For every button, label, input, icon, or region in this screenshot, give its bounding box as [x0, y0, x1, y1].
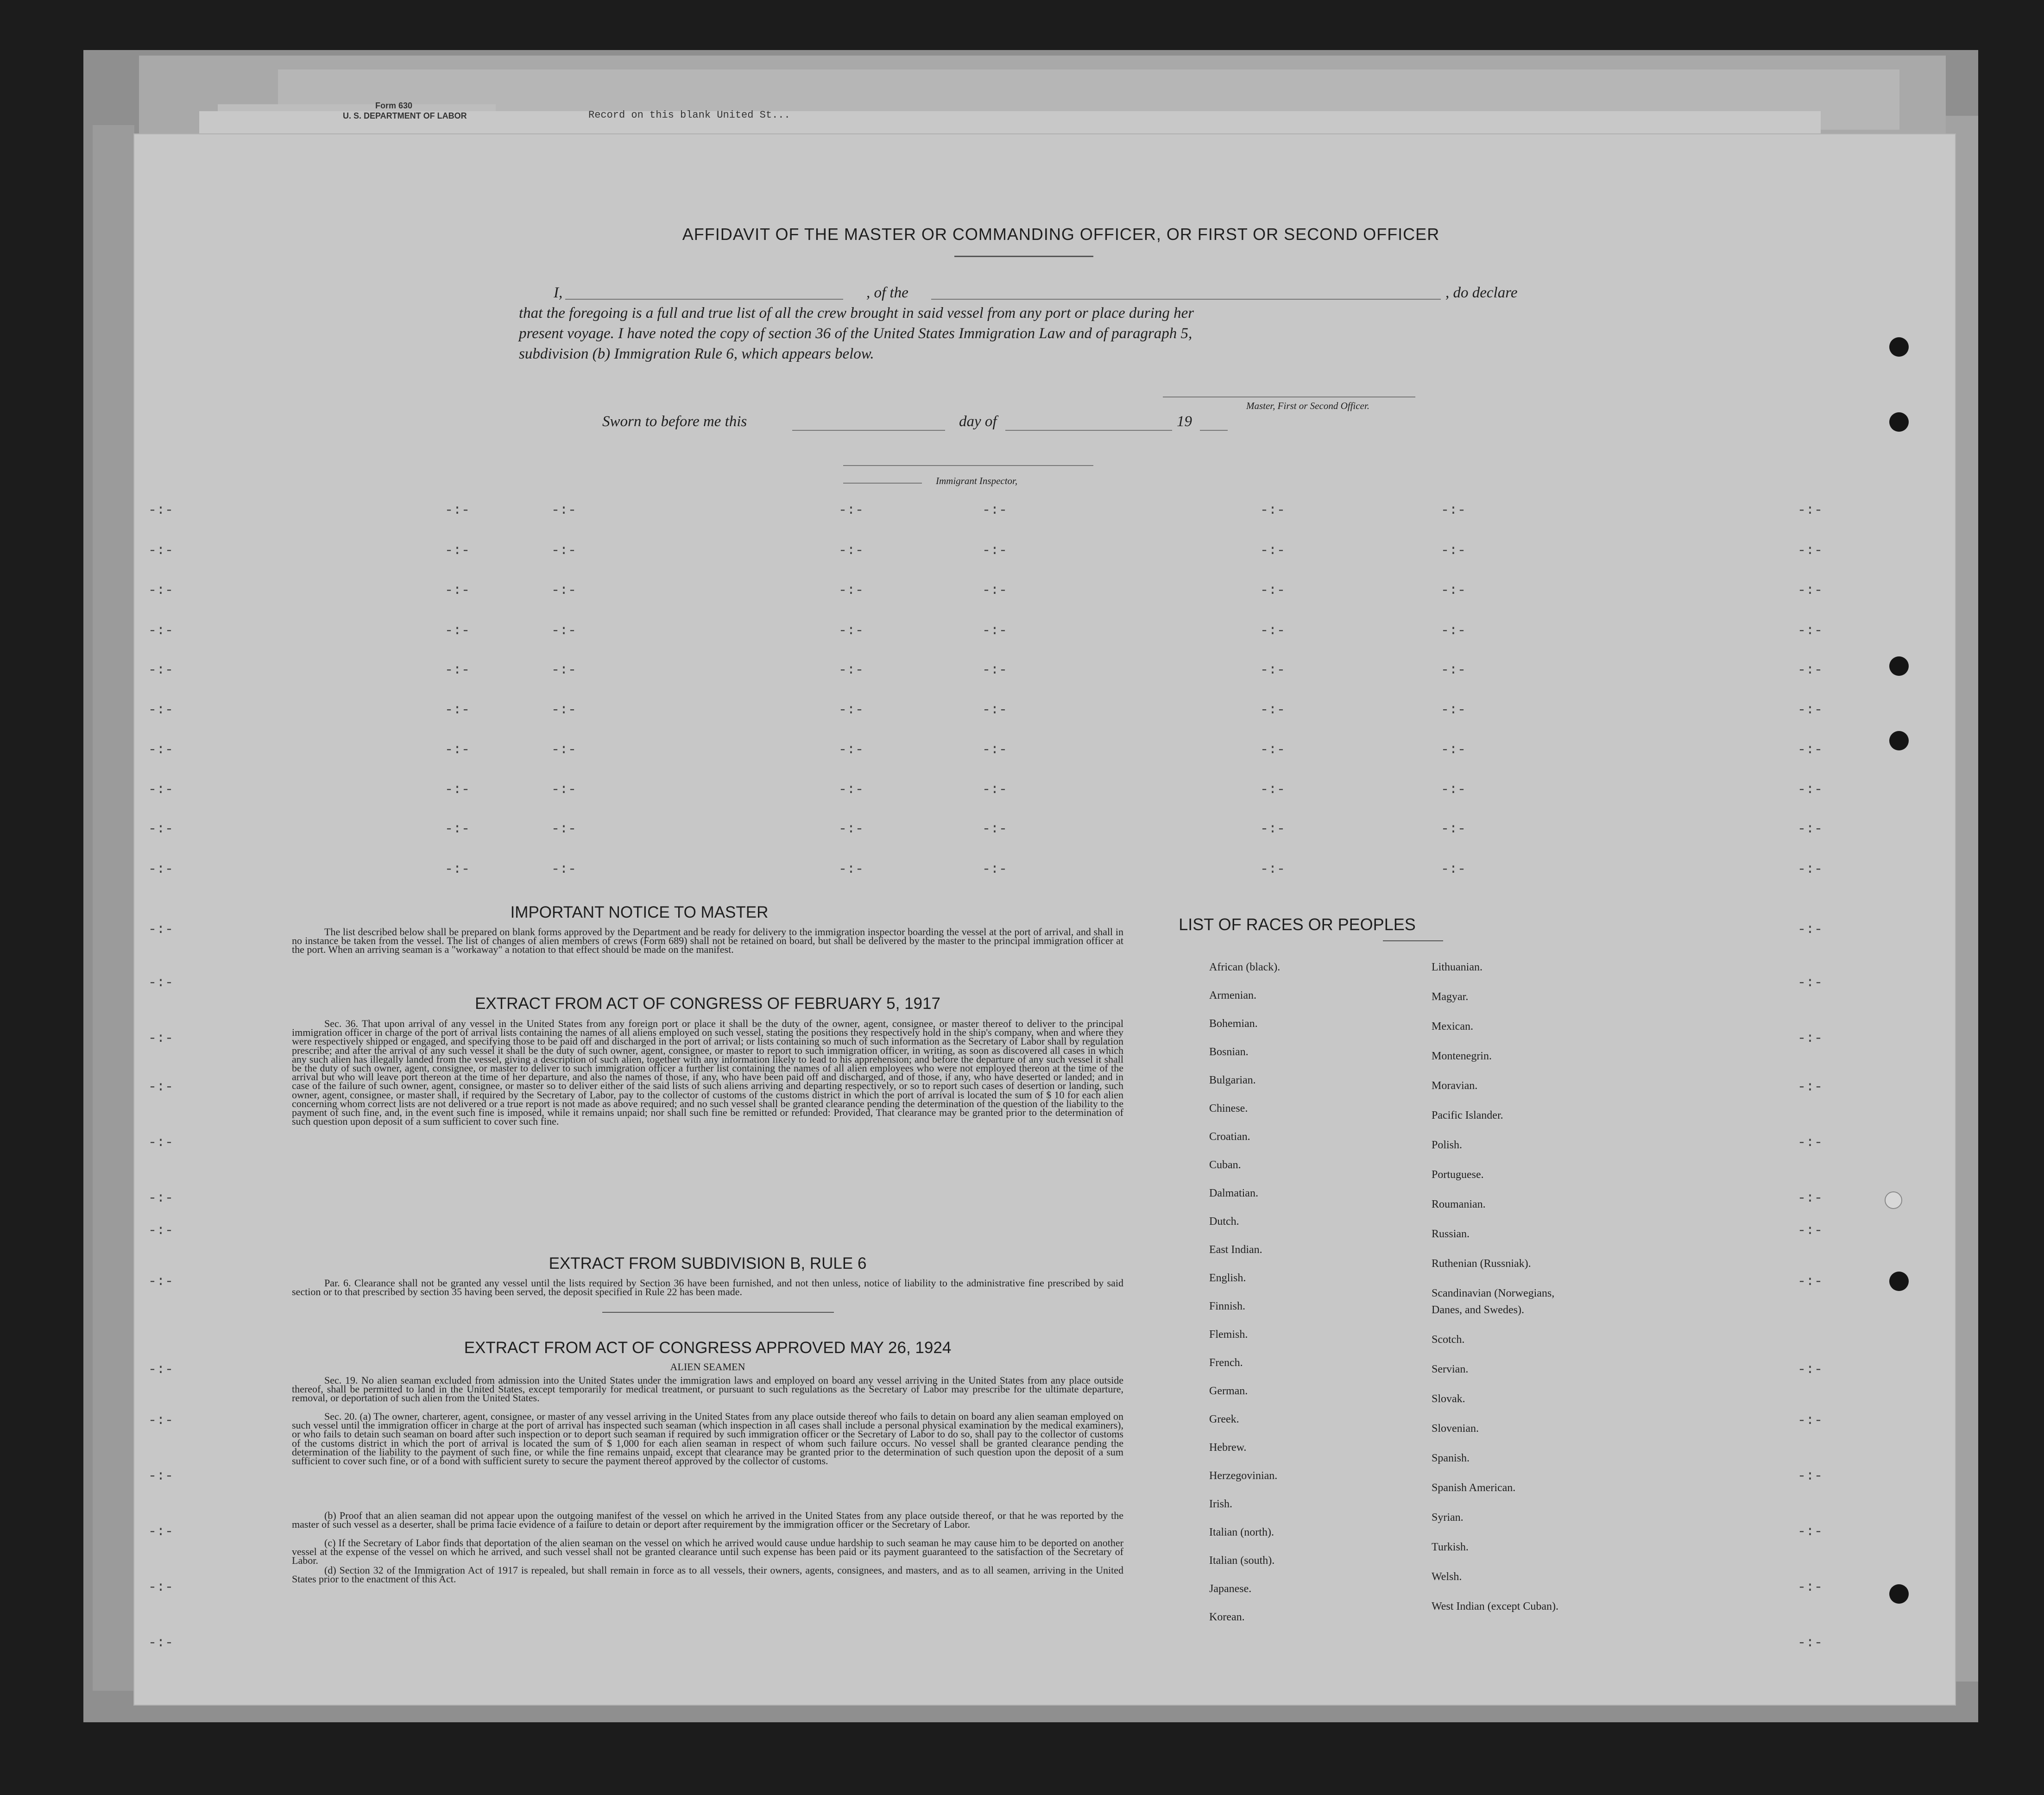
bleed-mark: -:- — [148, 1190, 174, 1206]
bleed-mark: -:- — [1441, 543, 1466, 559]
extract-rule6-title: EXTRACT FROM SUBDIVISION B, RULE 6 — [549, 1254, 867, 1272]
bleed-mark: -:- — [1798, 1135, 1823, 1151]
bleed-mark: -:- — [551, 862, 577, 877]
inspector-lead-line — [843, 483, 922, 484]
race-item: Danes, and Swedes). — [1432, 1304, 1524, 1316]
bleed-mark: -:- — [839, 583, 864, 598]
bleed-mark: -:- — [1441, 821, 1466, 837]
affidavit-line1-b: , of the — [866, 284, 908, 301]
bleed-mark: -:- — [1260, 543, 1286, 559]
bleed-mark: -:- — [982, 821, 1008, 837]
bleed-mark: -:- — [148, 1274, 174, 1290]
race-item: English. — [1209, 1272, 1246, 1284]
back-record-text: Record on this blank United St... — [588, 109, 790, 121]
affidavit-title-rule — [954, 256, 1093, 257]
bleed-mark: -:- — [148, 1468, 174, 1484]
bleed-mark: -:- — [1260, 742, 1286, 758]
bleed-mark: -:- — [148, 1635, 174, 1651]
bleed-mark: -:- — [1441, 662, 1466, 678]
race-item: East Indian. — [1209, 1244, 1262, 1256]
binder-hole — [1889, 412, 1909, 432]
bleed-mark: -:- — [445, 821, 470, 837]
affidavit-title: AFFIDAVIT OF THE MASTER OR COMMANDING OFFICER, OR FIRST OR SECOND OFFICER — [682, 225, 1440, 244]
document-sheet — [134, 134, 1955, 1705]
bleed-mark: -:- — [148, 623, 174, 639]
inspector-signature-line — [843, 465, 1093, 466]
name-blank-line — [565, 299, 843, 300]
bleed-mark: -:- — [148, 1223, 174, 1239]
extract-1924-p3: (b) Proof that an alien seaman did not appear upon the outgoing manifest of the vessel on which he arrived in the United States from any place outside thereof, or that he was reported by the master of such vessel as a deserter, shall be prima facie evidence of a failure to detain or deport after requirement by the immigration officer or the Secretary of Labor. — [292, 1510, 1123, 1530]
race-item: Spanish. — [1432, 1452, 1470, 1464]
bleed-mark: -:- — [148, 583, 174, 598]
extract-1924-p5: (d) Section 32 of the Immigration Act of 1917 is repealed, but shall remain in force as to all vessels, their owners, agents, consignees, and masters, and as to all seamen, arriving in the United States prior to the enactment of this Act. — [292, 1564, 1123, 1585]
bleed-mark: -:- — [551, 742, 577, 758]
bleed-mark: -:- — [1798, 583, 1823, 598]
bleed-mark: -:- — [1798, 662, 1823, 678]
bleed-mark: -:- — [148, 742, 174, 758]
bleed-mark: -:- — [1260, 623, 1286, 639]
sworn-text-b: day of — [959, 413, 997, 430]
race-item: Hebrew. — [1209, 1442, 1247, 1454]
bleed-mark: -:- — [1441, 782, 1466, 798]
race-item: Bulgarian. — [1209, 1074, 1256, 1086]
bleed-mark: -:- — [1798, 821, 1823, 837]
bleed-mark: -:- — [982, 503, 1008, 518]
bleed-mark: -:- — [1441, 503, 1466, 518]
sworn-text-a: Sworn to before me this — [602, 413, 747, 430]
bleed-mark: -:- — [1798, 1079, 1823, 1095]
race-item: Lithuanian. — [1432, 961, 1483, 973]
notice-title: IMPORTANT NOTICE TO MASTER — [510, 903, 769, 921]
bleed-mark: -:- — [445, 503, 470, 518]
race-item: Scandinavian (Norwegians, — [1432, 1287, 1555, 1299]
sworn-text-c: 19 — [1177, 413, 1192, 430]
race-item: Armenian. — [1209, 989, 1256, 1001]
race-item: Irish. — [1209, 1498, 1232, 1510]
race-item: Montenegrin. — [1432, 1050, 1492, 1062]
race-item: Mexican. — [1432, 1020, 1473, 1033]
bleed-mark: -:- — [1798, 1031, 1823, 1046]
bleed-mark: -:- — [148, 821, 174, 837]
bleed-mark: -:- — [445, 583, 470, 598]
bleed-mark: -:- — [551, 662, 577, 678]
bleed-mark: -:- — [1798, 623, 1823, 639]
race-item: Bohemian. — [1209, 1018, 1258, 1030]
bleed-mark: -:- — [148, 862, 174, 877]
race-item: Russian. — [1432, 1228, 1470, 1240]
bleed-mark: -:- — [1441, 623, 1466, 639]
race-item: Greek. — [1209, 1413, 1239, 1425]
bleed-mark: -:- — [148, 702, 174, 718]
extract-1924-title: EXTRACT FROM ACT OF CONGRESS APPROVED MAY 26, 1924 — [464, 1339, 952, 1357]
extract-1924-p1: Sec. 19. No alien seaman excluded from admission into the United States under the immigration laws and employed on board any vessel arriving in the United States from any place outside thereof, shall be permitted to land in the United States, except temporarily for medical treatment, or pursuant to such regulations as the Secretary of Labor may prescribe for the ultimate departure, removal, or deportation of such alien from the United States. — [292, 1374, 1123, 1404]
bleed-mark: -:- — [1798, 1468, 1823, 1484]
bleed-mark: -:- — [1260, 662, 1286, 678]
bleed-mark: -:- — [839, 782, 864, 798]
bleed-mark: -:- — [839, 662, 864, 678]
bleed-mark: -:- — [982, 742, 1008, 758]
extract-1924-subtitle: ALIEN SEAMEN — [670, 1361, 745, 1373]
bleed-mark: -:- — [148, 1079, 174, 1095]
bleed-mark: -:- — [1798, 1362, 1823, 1378]
binder-hole — [1885, 1191, 1902, 1209]
paper-stack-left-edge — [93, 125, 134, 1691]
race-item: Herzegovinian. — [1209, 1470, 1278, 1482]
bleed-mark: -:- — [839, 742, 864, 758]
race-item: Italian (south). — [1209, 1555, 1275, 1567]
race-item: Dalmatian. — [1209, 1187, 1258, 1199]
bleed-mark: -:- — [839, 821, 864, 837]
extract-1924-p4: (c) If the Secretary of Labor finds that deportation of the alien seaman on the vessel on which he arrived would cause undue hardship to such seaman he may cause him to be deported on another vessel at the expense of the vessel on which he arrived, and such vessel shall not be granted clearance until such expense has been paid or its payment guaranteed to the satisfaction of the Secretary of Labor. — [292, 1537, 1123, 1567]
extract-rule6-text: Par. 6. Clearance shall not be granted any vessel until the lists required by Section 36 have been furnished, and not then unless, notice of liability to the administrative fine prescribed by said section or to that prescribed by section 35 having been served, the deposit specified in Rule 22 has been made. — [292, 1277, 1123, 1298]
bleed-mark: -:- — [1798, 1190, 1823, 1206]
bleed-mark: -:- — [148, 922, 174, 938]
race-item: Welsh. — [1432, 1571, 1462, 1583]
race-item: Finnish. — [1209, 1300, 1246, 1312]
race-item: Chinese. — [1209, 1102, 1248, 1115]
notice-text: The list described below shall be prepared on blank forms approved by the Department and be ready for delivery to the immigration inspector boarding the vessel at the port of arrival, and shall in no instance be taken from the vessel. The list of changes of alien members of crews (Form 689) shall not be retained on board, but shall be delivered by the master to the principal immigration officer at the port. When an arriving seaman is a "workaway" a notation to that effect should be made on the manifest. — [292, 926, 1123, 956]
bleed-mark: -:- — [982, 662, 1008, 678]
race-item: Flemish. — [1209, 1329, 1248, 1341]
back-department: U. S. DEPARTMENT OF LABOR — [343, 111, 467, 120]
bleed-mark: -:- — [551, 583, 577, 598]
race-item: Bosnian. — [1209, 1046, 1249, 1058]
bleed-mark: -:- — [1260, 503, 1286, 518]
bleed-mark: -:- — [1798, 503, 1823, 518]
bleed-mark: -:- — [148, 782, 174, 798]
race-item: Croatian. — [1209, 1131, 1250, 1143]
affidavit-line4: subdivision (b) Immigration Rule 6, which appears below. — [519, 346, 874, 362]
bleed-mark: -:- — [1798, 1524, 1823, 1540]
race-item: Scotch. — [1432, 1334, 1465, 1346]
bleed-mark: -:- — [445, 702, 470, 718]
bleed-mark: -:- — [1798, 1413, 1823, 1429]
bleed-mark: -:- — [148, 1362, 174, 1378]
affidavit-line1-c: , do declare — [1445, 284, 1518, 301]
bleed-mark: -:- — [839, 702, 864, 718]
bleed-mark: -:- — [1798, 1274, 1823, 1290]
race-item: Korean. — [1209, 1611, 1245, 1623]
bleed-mark: -:- — [148, 543, 174, 559]
binder-hole — [1889, 731, 1909, 750]
bleed-mark: -:- — [551, 702, 577, 718]
extract-1917-title: EXTRACT FROM ACT OF CONGRESS OF FEBRUARY 5, 1917 — [475, 995, 940, 1013]
bleed-mark: -:- — [1798, 1635, 1823, 1651]
bleed-mark: -:- — [1441, 702, 1466, 718]
bleed-mark: -:- — [148, 1135, 174, 1151]
rule6-rule — [602, 1312, 834, 1313]
vessel-blank-line — [931, 299, 1441, 300]
race-item: West Indian (except Cuban). — [1432, 1600, 1558, 1612]
binder-hole — [1889, 1272, 1909, 1291]
affidavit-line1-a: I, — [554, 284, 563, 301]
bleed-mark: -:- — [148, 503, 174, 518]
bleed-mark: -:- — [1798, 1223, 1823, 1239]
race-item: Magyar. — [1432, 991, 1469, 1003]
binder-hole — [1889, 656, 1909, 676]
race-item: Dutch. — [1209, 1216, 1239, 1228]
race-item: Moravian. — [1432, 1080, 1478, 1092]
master-label: Master, First or Second Officer. — [1246, 400, 1369, 411]
bleed-mark: -:- — [1260, 583, 1286, 598]
race-item: Italian (north). — [1209, 1526, 1274, 1538]
bleed-mark: -:- — [148, 662, 174, 678]
bleed-mark: -:- — [982, 543, 1008, 559]
bleed-mark: -:- — [148, 975, 174, 991]
race-item: Servian. — [1432, 1363, 1469, 1375]
bleed-mark: -:- — [1798, 922, 1823, 938]
bleed-mark: -:- — [1798, 1580, 1823, 1595]
bleed-mark: -:- — [982, 782, 1008, 798]
bleed-mark: -:- — [1798, 702, 1823, 718]
race-item: German. — [1209, 1385, 1248, 1397]
bleed-mark: -:- — [551, 623, 577, 639]
races-title: LIST OF RACES OR PEOPLES — [1179, 915, 1416, 934]
bleed-mark: -:- — [982, 862, 1008, 877]
sworn-day-line — [792, 430, 945, 431]
affidavit-line2: that the foregoing is a full and true list of all the crew brought in said vessel from any port or place during her — [519, 305, 1194, 321]
back-form-number: Form 630 — [375, 101, 413, 110]
bleed-mark: -:- — [1798, 862, 1823, 877]
bleed-mark: -:- — [982, 623, 1008, 639]
bleed-mark: -:- — [839, 623, 864, 639]
bleed-mark: -:- — [148, 1524, 174, 1540]
bleed-mark: -:- — [445, 623, 470, 639]
bleed-mark: -:- — [839, 862, 864, 877]
race-item: French. — [1209, 1357, 1243, 1369]
bleed-mark: -:- — [445, 543, 470, 559]
race-item: Slovak. — [1432, 1393, 1465, 1405]
inspector-label: Immigrant Inspector, — [936, 475, 1018, 486]
race-item: Roumanian. — [1432, 1198, 1486, 1210]
extract-1924-p2: Sec. 20. (a) The owner, charterer, agent, consignee, or master of any vessel arriving in the United States from any place outside thereof who fails to detain on board any alien seaman employed on such vessel until the immigration officer in charge at the port of arrival has inspected such seaman (which inspection in all cases shall include a personal physical examination by the medical examiners), or who fails to detain such seaman on board after such inspection or to deport such seaman if required by such immigration officer or the Secretary of Labor to do so, shall pay to the collector of customs of the customs district in which the port of arrival is located the sum of $ 1,000 for each alien seaman in respect of whom such failure occurs. No vessel shall be granted clearance pending the determination of the liability to the payment of such fine, or while the fine remains unpaid, except that clearance may be granted prior to the determination of such question upon the deposit of a sum sufficient to cover such fine, or of a bond with sufficient surety to secure the payment thereof approved by the collector of customs. — [292, 1411, 1123, 1467]
bleed-mark: -:- — [148, 1031, 174, 1046]
bleed-mark: -:- — [551, 782, 577, 798]
bleed-mark: -:- — [445, 662, 470, 678]
bleed-mark: -:- — [148, 1580, 174, 1595]
bleed-mark: -:- — [1260, 702, 1286, 718]
affidavit-line3: present voyage. I have noted the copy of section 36 of the United States Immigration Law and of paragraph 5, — [519, 325, 1192, 342]
race-item: Japanese. — [1209, 1583, 1252, 1595]
bleed-mark: -:- — [1441, 742, 1466, 758]
race-item: Cuban. — [1209, 1159, 1241, 1171]
binder-hole — [1889, 337, 1909, 357]
bleed-mark: -:- — [1260, 782, 1286, 798]
bleed-mark: -:- — [445, 782, 470, 798]
bleed-mark: -:- — [1441, 583, 1466, 598]
race-item: Spanish American. — [1432, 1482, 1516, 1494]
bleed-mark: -:- — [148, 1413, 174, 1429]
bleed-mark: -:- — [982, 583, 1008, 598]
bleed-mark: -:- — [982, 702, 1008, 718]
bleed-mark: -:- — [1260, 862, 1286, 877]
sworn-month-line — [1005, 430, 1172, 431]
race-item: Portuguese. — [1432, 1169, 1484, 1181]
race-item: African (black). — [1209, 961, 1281, 973]
races-title-rule — [1383, 940, 1443, 941]
bleed-mark: -:- — [1798, 975, 1823, 991]
race-item: Turkish. — [1432, 1541, 1469, 1553]
bleed-mark: -:- — [1260, 821, 1286, 837]
bleed-mark: -:- — [1798, 742, 1823, 758]
bleed-mark: -:- — [551, 821, 577, 837]
race-item: Ruthenian (Russniak). — [1432, 1258, 1531, 1270]
bleed-mark: -:- — [1798, 543, 1823, 559]
bleed-mark: -:- — [551, 543, 577, 559]
bleed-mark: -:- — [839, 503, 864, 518]
extract-1917-text: Sec. 36. That upon arrival of any vessel in the United States from any foreign port or place it shall be the duty of the owner, agent, consignee, or master thereof to deliver to the principal immigration officer in charge of the port of arrival lists containing the names of all aliens employed on such vessel, stating the positions they respectively hold in the ship's company, when and where they were respectively shipped or engaged, and specifying those to be paid off and discharged in the port of arrival; or lists containing so much of such information as the Secretary of Labor shall by regulation prescribe; and after the arrival of any such vessel it shall be the duty of such owner, agent, consignee, or master to report to such immigration officer, in writing, as soon as discovered all cases in which any such alien has illegally landed from the vessel, giving a description of such alien, together with any information likely to lead to his apprehension; and before the departure of any such vessel it shall be the duty of such owner, agent, consignee, or master to deliver to such immigration officer a further list containing the names of all alien employees who were not employed thereon at the time of the arrival but who will leave port thereon at the time of her departure, and also the names of those, if any, who have been paid off and discharged, and of those, if any, who have deserted or landed; and in case of the failure of such owner, agent, consignee, or master so to deliver either of the said lists of such aliens arriving and departing respectively, or so to report such cases of desertion or landing, such owner, agent, consignee, or master shall, if required by the Secretary of Labor, pay to the collector of customs of the customs district in which the port of arrival is located the sum of $ 10 for each alien concerning whom correct lists are not delivered or a true report is not made as above required; and no such vessel shall be granted clearance pending the determination of the question of the liability to the payment of such fine, and, in the event such fine is imposed, while it remains unpaid; nor shall such fine be remitted or refunded: Provided, That clearance may be granted prior to the determination of such question upon deposit of a sum sufficient to cover such fine. — [292, 1018, 1123, 1127]
binder-hole — [1889, 1584, 1909, 1604]
bleed-mark: -:- — [445, 862, 470, 877]
bleed-mark: -:- — [551, 503, 577, 518]
race-item: Slovenian. — [1432, 1423, 1479, 1435]
bleed-mark: -:- — [1441, 862, 1466, 877]
race-item: Pacific Islander. — [1432, 1109, 1503, 1121]
bleed-mark: -:- — [839, 543, 864, 559]
race-item: Syrian. — [1432, 1512, 1464, 1524]
bleed-mark: -:- — [1798, 782, 1823, 798]
bleed-mark: -:- — [445, 742, 470, 758]
sworn-year-line — [1200, 430, 1228, 431]
race-item: Polish. — [1432, 1139, 1463, 1151]
